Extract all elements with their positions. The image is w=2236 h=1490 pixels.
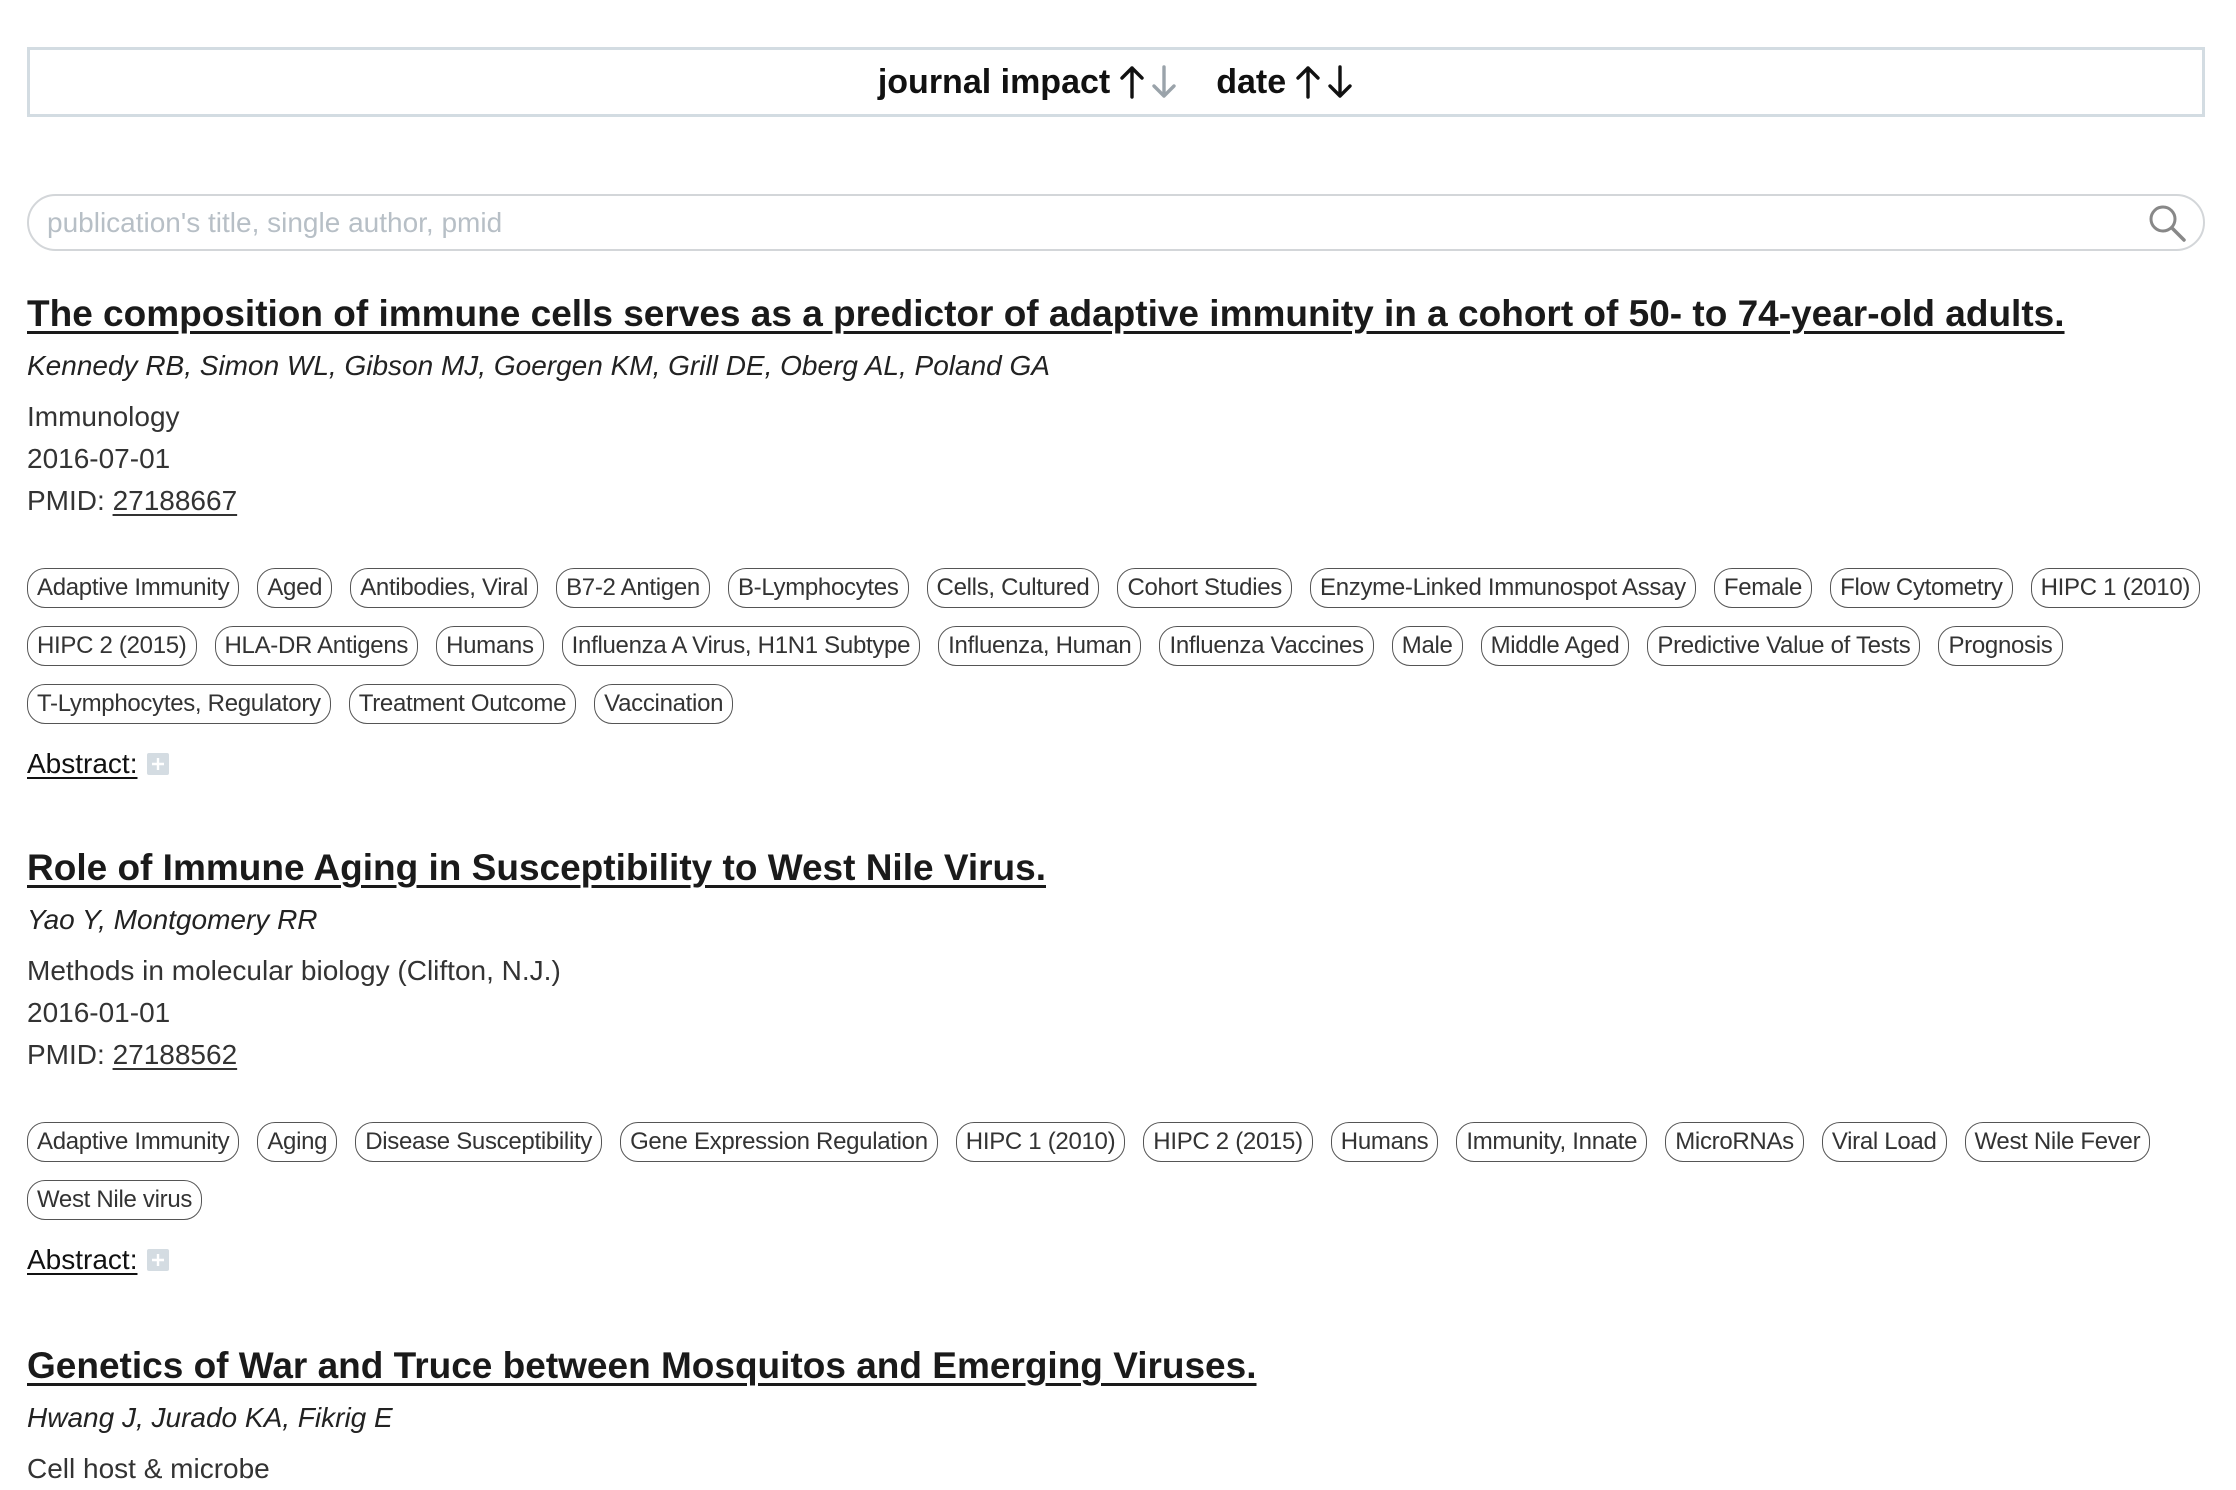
tag-pill[interactable]: Disease Susceptibility	[355, 1122, 602, 1162]
abstract-toggle[interactable]	[27, 1240, 2207, 1280]
tag-pill[interactable]: Flow Cytometry	[1830, 568, 2013, 608]
search-input[interactable]	[29, 197, 2147, 249]
tag-list	[27, 1122, 2207, 1220]
tag-pill[interactable]: Immunity, Innate	[1456, 1122, 1647, 1162]
pmid-label: PMID:	[27, 485, 105, 516]
sort-date-label[interactable]: date	[1216, 62, 1287, 101]
sort-journal-impact-label[interactable]: journal impact	[877, 62, 1111, 101]
publication-date: 2016-07-01	[27, 443, 171, 474]
pmid-link[interactable]: 27188667	[112, 485, 238, 516]
publication-item	[27, 1343, 2207, 1490]
tag-pill[interactable]: Influenza Vaccines	[1159, 626, 1373, 666]
tag-pill[interactable]: T-Lymphocytes, Regulatory	[27, 684, 331, 724]
pmid-label: PMID:	[27, 1039, 105, 1070]
tag-pill[interactable]: Vaccination	[594, 684, 733, 724]
tag-pill[interactable]: Cells, Cultured	[927, 568, 1100, 608]
tag-pill[interactable]: West Nile Fever	[1965, 1122, 2151, 1162]
publication-title-link[interactable]: The composition of immune cells serves as a predictor of adaptive immunity in a cohort of 50- to 74-year-old adults.	[27, 293, 2065, 334]
tag-pill[interactable]: Aged	[257, 568, 332, 608]
publication-title-link[interactable]: Role of Immune Aging in Susceptibility to West Nile Virus.	[27, 847, 1046, 888]
tag-pill[interactable]: Treatment Outcome	[349, 684, 576, 724]
tag-pill[interactable]: Cohort Studies	[1117, 568, 1292, 608]
publication-date: 2016-01-01	[27, 997, 171, 1028]
publication-journal: Immunology	[27, 401, 180, 432]
publication-authors: Kennedy RB, Simon WL, Gibson MJ, Goergen KM, Grill DE, Oberg AL, Poland GA	[27, 350, 1050, 381]
expand-plus-icon[interactable]	[147, 1249, 169, 1271]
tag-pill[interactable]: MicroRNAs	[1665, 1122, 1804, 1162]
tag-pill[interactable]: Humans	[436, 626, 544, 666]
tag-pill[interactable]: Adaptive Immunity	[27, 1122, 239, 1162]
sort-journal-impact-asc-arrow-up-icon[interactable]	[1118, 64, 1146, 100]
abstract-label[interactable]: Abstract:	[27, 748, 138, 779]
pmid-link[interactable]: 27188562	[112, 1039, 238, 1070]
tag-pill[interactable]: Humans	[1331, 1122, 1439, 1162]
tag-pill[interactable]: Viral Load	[1822, 1122, 1947, 1162]
tag-list	[27, 568, 2207, 724]
tag-pill[interactable]: B7-2 Antigen	[556, 568, 710, 608]
sort-journal-impact	[878, 63, 1178, 102]
publication-authors: Hwang J, Jurado KA, Fikrig E	[27, 1402, 393, 1433]
expand-plus-icon[interactable]	[147, 753, 169, 775]
tag-pill[interactable]: Adaptive Immunity	[27, 568, 239, 608]
tag-pill[interactable]: Influenza A Virus, H1N1 Subtype	[562, 626, 920, 666]
tag-pill[interactable]: Influenza, Human	[938, 626, 1141, 666]
sort-date	[1216, 63, 1354, 102]
tag-pill[interactable]: Prognosis	[1938, 626, 2062, 666]
publication-item	[27, 291, 2207, 784]
tag-pill[interactable]: Aging	[257, 1122, 337, 1162]
tag-pill[interactable]: West Nile virus	[27, 1180, 202, 1220]
publication-pmid	[27, 480, 2207, 522]
sort-date-desc-arrow-down-icon[interactable]	[1326, 64, 1354, 100]
tag-pill[interactable]: HIPC 1 (2010)	[956, 1122, 1126, 1162]
publication-item	[27, 845, 2207, 1280]
tag-pill[interactable]: HLA-DR Antigens	[215, 626, 419, 666]
tag-pill[interactable]: Gene Expression Regulation	[620, 1122, 938, 1162]
publication-journal: Methods in molecular biology (Clifton, N.J.)	[27, 955, 561, 986]
tag-pill[interactable]: HIPC 2 (2015)	[27, 626, 197, 666]
tag-pill[interactable]: Enzyme-Linked Immunospot Assay	[1310, 568, 1696, 608]
search-box	[27, 194, 2205, 251]
sort-bar	[27, 47, 2205, 117]
tag-pill[interactable]: Predictive Value of Tests	[1647, 626, 1920, 666]
publication-title-link[interactable]: Genetics of War and Truce between Mosquitos and Emerging Viruses.	[27, 1345, 1257, 1386]
tag-pill[interactable]: Antibodies, Viral	[350, 568, 538, 608]
sort-journal-impact-desc-arrow-down-icon[interactable]	[1150, 64, 1178, 100]
tag-pill[interactable]: HIPC 1 (2010)	[2031, 568, 2201, 608]
tag-pill[interactable]: Male	[1392, 626, 1463, 666]
publication-pmid	[27, 1034, 2207, 1076]
search-icon[interactable]	[2147, 203, 2187, 243]
tag-pill[interactable]: B-Lymphocytes	[728, 568, 909, 608]
sort-date-asc-arrow-up-icon[interactable]	[1294, 64, 1322, 100]
tag-pill[interactable]: HIPC 2 (2015)	[1143, 1122, 1313, 1162]
publication-authors: Yao Y, Montgomery RR	[27, 904, 318, 935]
abstract-toggle[interactable]	[27, 744, 2207, 784]
abstract-label[interactable]: Abstract:	[27, 1244, 138, 1275]
publication-journal: Cell host & microbe	[27, 1453, 270, 1484]
tag-pill[interactable]: Female	[1714, 568, 1812, 608]
tag-pill[interactable]: Middle Aged	[1481, 626, 1630, 666]
